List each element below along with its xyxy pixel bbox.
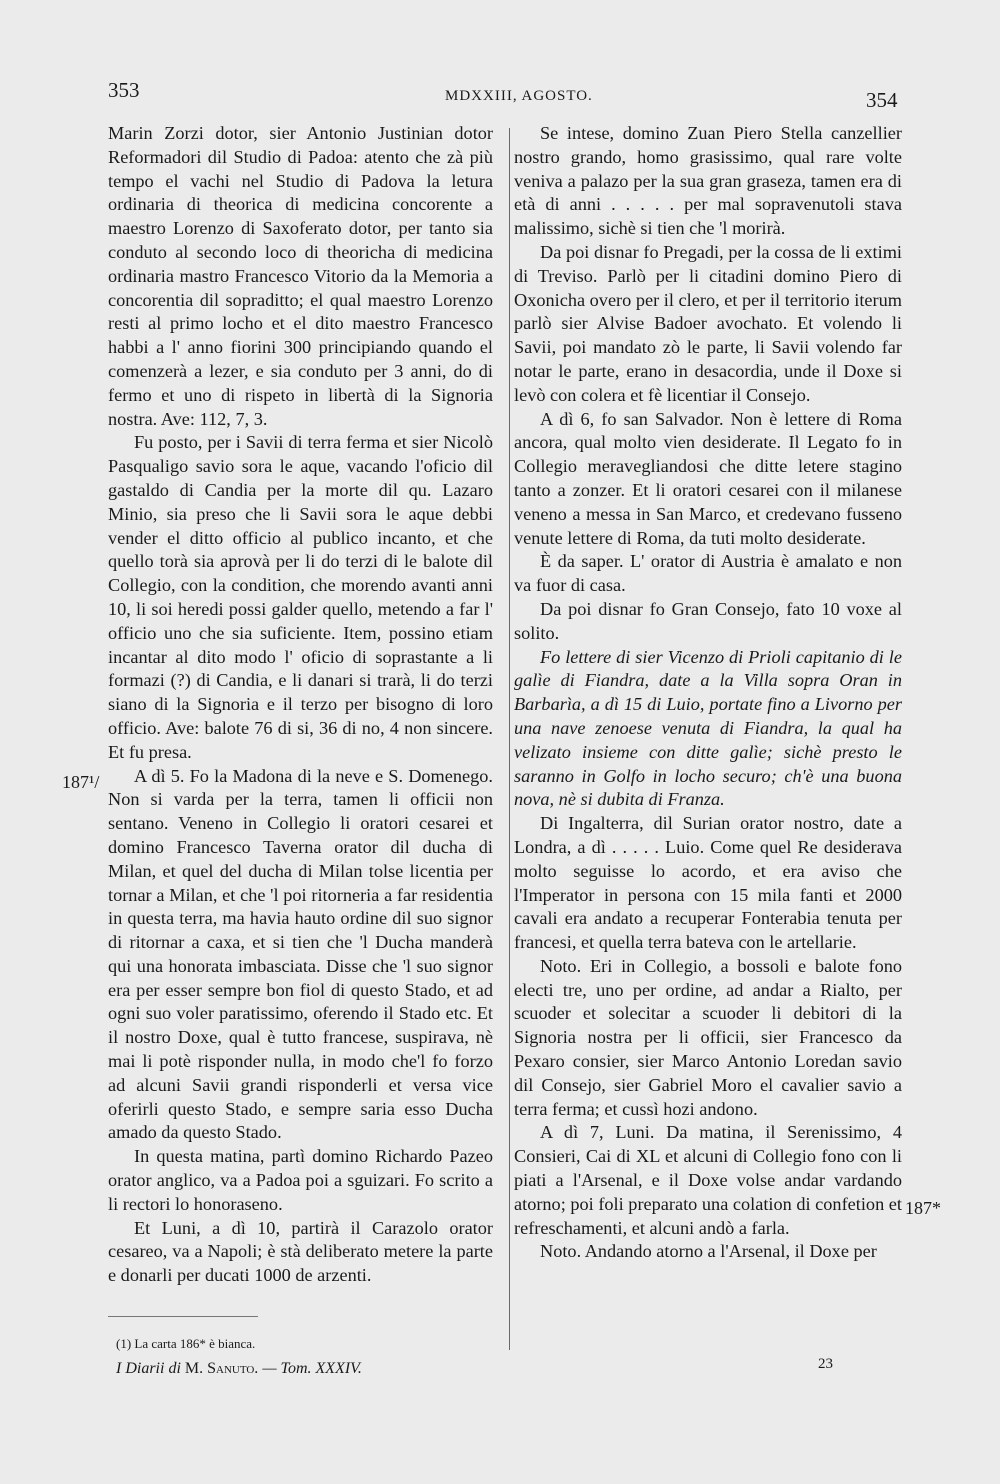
paragraph: Et Luni, a dì 10, partirà il Carazolo orator cesareo, va a Napoli; è stà deliberato metere la parte e donarli per ducati 1000 de arzenti. (108, 1217, 493, 1286)
paragraph: Marin Zorzi dotor, sier Antonio Justinian dotor Reformadori dil Studio di Padoa: atento che zà più tempo el vachi nel Studio di Padova la letura ordinaria di theorica di medicina concorente a maestro Lorenzo di Saxoferato dotor, per tanto sia conduto al secondo loco di theoricha di medicina ordinaria mastro Francesco Vitorio da la Memoria a concorentia dil sopraditto; el qual maestro Lorenzo resti al primo locho et el dito maestro Francesco habbi a l' anno fiorini 300 principiando quando el comenzerà a lezer, e sia conduto per 3 anni, do di fermo et uno di rispeto in libertà di la Signoria nostra. Ave: 112, 7, 3. (108, 123, 493, 429)
margin-note-right: 187* (905, 1198, 941, 1218)
left-text-column (108, 122, 493, 1288)
paragraph: Se intese, domino Zuan Piero Stella canzellier nostro grando, homo grasissimo, qual rare volte veniva a palazo per la sua gran graseza, tamen era di età di anni . . . . . per mal sopravenutoli stava malissimo, sichè si tien che 'l morirà. (514, 123, 902, 239)
footnote-rule (108, 1316, 258, 1317)
footer-volume: — Tom. XXXIV. (262, 1360, 362, 1377)
footer-title (116, 1360, 362, 1378)
column-divider (509, 128, 510, 1350)
paragraph: A dì 7, Luni. Da matina, il Serenissimo, 4 Consieri, Cai di XL et alcuni di Collegio fono con li piati a l'Arsenal, e il Doxe volse andar vardando atorno; poi foli preparato una colation di confetion et refreschamenti, et alcuni andò a farla. (514, 1122, 902, 1238)
page-number-left: 353 (108, 78, 140, 102)
paragraph: Fo lettere di sier Vicenzo di Prioli capitanio di le galìe di Fiandra, date a la Villa sopra Oran in Barbarìa, a dì 15 di Luio, portate fino a Livorno per una nave zenoese venuta di Fiandra, la qual ha velizato insieme con ditte galìe; sichè presto le saranno in Golfo in locho securo; ch'è una buona nova, nè si dubita di Franza. (514, 646, 902, 810)
paragraph: Fu posto, per i Savii di terra ferma et sier Nicolò Pasqualigo savio sora le aque, vacando l'oficio dil gastaldo di Candia per la morte dil qu. Lazaro Minio, sia preso che li Savii sora le aque debbi vender el ditto officio al publico incanto, et che quello torà sia aprovà per li do terzi di le balote dil Collegio, con la condition, che morendo avanti anni 10, li soi heredi possi galder quello, metendo a far l' officio uno che sia suficiente. Item, possino etiam incantar al dito modo l' oficio di soprastante a li formazi (?) di Candia, e li danari si trarà, li do terzi siano di la Signoria e il terzo per bisogno di loro officio. Ave: balote 76 di si, 36 di no, 4 non sincere. Et fu presa. (108, 432, 493, 762)
paragraph: Da poi disnar fo Pregadi, per la cossa de li extimi di Treviso. Parlò per li citadini domino Piero di Oxonicha overo per il clero, et per il territorio iterum parlò sier Alvise Badoer avochato. Et volendo li Savii, poi mandato zò le parte, li Savii volendo far notar le parte, erano in desacordia, unde il Doxe si levò con colera et fè licentiar il Consejo. (514, 241, 902, 405)
paragraph: Noto. Eri in Collegio, a bossoli e balote fono electi tre, uno per ordine, ad andar a Rialto, per scuoder et solecitar a scuoder li debitori di la Signoria nostra per li officii, sier Francesco da Pexaro consier, sier Marco Antonio Loredan savio dil Consejo, sier Gabriel Moro el cavalier savio a terra ferma; et cussì hozi andono. (514, 955, 902, 1119)
paragraph: Noto. Andando atorno a l'Arsenal, il Doxe per (540, 1241, 877, 1262)
paragraph: Di Ingalterra, dil Surian orator nostro, date a Londra, a dì . . . . . Luio. Come quel Re desiderava molto seguisse lo acordo, et era aviso che l'Imperator in persona con 15 mila fanti et 2000 cavali era andato a recuperar Fonterabia tenuta per francesi, et quella terra bateva con le artellarie. (514, 813, 902, 953)
footer-title-italic: I Diarii di (116, 1360, 181, 1377)
paragraph: Da poi disnar fo Gran Consejo, fato 10 voxe al solito. (514, 598, 902, 643)
page-number-right: 354 (866, 88, 898, 112)
paragraph: È da saper. L' orator di Austria è amalato e non va fuor di casa. (514, 551, 902, 596)
signature-mark: 23 (818, 1356, 833, 1372)
paragraph: In questa matina, partì domino Richardo Pazeo orator anglico, va a Padoa poi a sguizari. Fo scrito a li rectori lo honoraseno. (108, 1146, 493, 1214)
right-text-column (514, 122, 902, 1264)
paragraph: A dì 5. Fo la Madona di la neve e S. Domenego. Non si varda per la terra, tamen li officii non sentano. Veneno in Collegio li oratori cesarei et domino Francesco Taverna orator dil ducha di Milan, et quel del ducha di Milan tolse licentia per tornar a Milan, et che 'l poi ritorneria a far residentia in questa terra, ma havia hauto ordine dil suo signor di ritornar a caxa, et si tien che 'l Ducha manderà qui una honorata imbasciata. Disse che 'l suo signor era per esser sempre bon fiol di questo Stado, et ad ogni suo voler paratissimo, oferendo il Stado etc. Et il nostro Doxe, qual è tutto francese, suspirava, nè mai li potè risponder nulla, in modo che'l fo forzo ad alcuni Savii grandi risponderli et versa vice oferirli questo Stado, e sempre saria esso Ducha amado da questo Stado. (108, 765, 493, 1143)
footer-author: M. Sanuto. (184, 1360, 259, 1377)
paragraph: A dì 6, fo san Salvador. Non è lettere di Roma ancora, qual molto vien desiderate. Il Legato fo in Collegio meravegliandosi che ditte letere stagino tanto a zonzer. Et li oratori cesarei con il milanese veneno a messa in San Marco, et credevano fusseno venute lettere di Roma, da tuti molto desiderate. (514, 408, 902, 548)
footnote: (1) La carta 186* è bianca. (116, 1336, 256, 1351)
running-title: MDXXIII, AGOSTO. (445, 88, 593, 104)
margin-note-left: 187¹/ (62, 772, 100, 792)
